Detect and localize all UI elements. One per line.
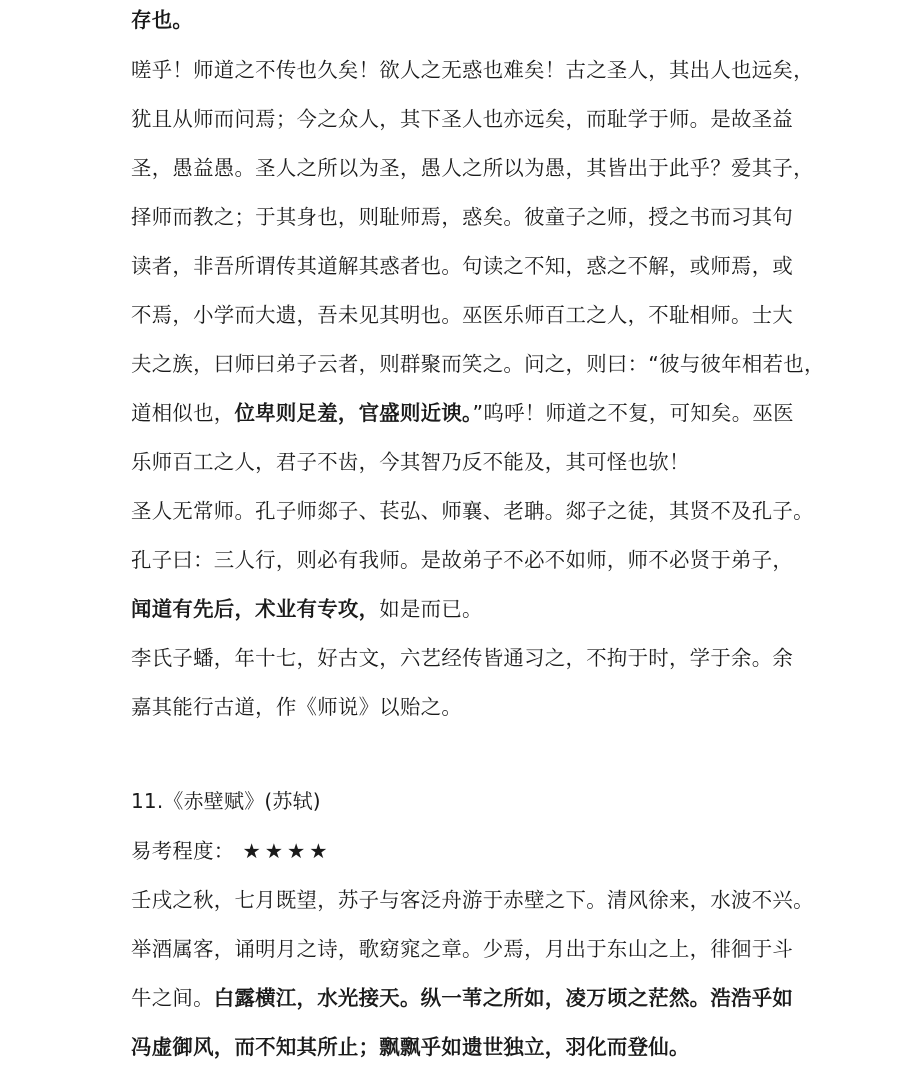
text-span: 牛之间。	[131, 986, 214, 1010]
text-line	[131, 595, 483, 623]
text-span: 道相似也，	[131, 401, 235, 425]
text-line: 夫之族，曰师曰弟子云者，则群聚而笑之。问之，则曰：“彼与彼年相若也，	[131, 352, 825, 376]
text-line	[131, 399, 794, 427]
text-line: 李氏子蟠，年十七，好古文，六艺经传皆通习之，不拘于时，学于余。余	[131, 646, 794, 670]
text-line: 嘉其能行古道，作《师说》以贻之。	[131, 695, 463, 719]
difficulty-row	[131, 837, 332, 865]
star-rating-icon: ★★★★	[242, 839, 332, 863]
text-line: 圣，愚益愚。圣人之所以为圣，愚人之所以为愚，其皆出于此乎？爱其子，	[131, 156, 814, 180]
text-line: 犹且从师而问焉；今之众人，其下圣人也亦远矣，而耻学于师。是故圣益	[131, 107, 794, 131]
text-line: 乐师百工之人，君子不齿，今其智乃反不能及，其可怪也欤！	[131, 450, 690, 474]
section-title: 11.《赤壁赋》(苏轼)	[131, 789, 321, 813]
text-line: 冯虚御风，而不知其所止；飘飘乎如遗世独立，羽化而登仙。	[131, 1035, 690, 1059]
text-line	[131, 984, 793, 1012]
bold-text: 位卑则足羞，官盛则近谀。	[234, 401, 473, 425]
text-line: 读者，非吾所谓传其道解其惑者也。句读之不知，惑之不解，或师焉，或	[131, 254, 794, 278]
text-line: 圣人无常师。孔子师郯子、苌弘、师襄、老聃。郯子之徒，其贤不及孔子。	[131, 499, 814, 523]
text-line: 存也。	[131, 8, 194, 32]
bold-text: 闻道有先后，术业有专攻，	[131, 597, 380, 621]
text-line: 举酒属客，诵明月之诗，歌窈窕之章。少焉，月出于东山之上，徘徊于斗	[131, 937, 794, 961]
text-span: ”呜呼！师道之不复，可知矣。巫医	[472, 401, 794, 425]
text-line: 孔子曰：三人行，则必有我师。是故弟子不必不如师，师不必贤于弟子，	[131, 548, 794, 572]
text-line: 嗟乎！师道之不传也久矣！欲人之无惑也难矣！古之圣人，其出人也远矣，	[131, 58, 814, 82]
text-line: 不焉，小学而大遗，吾未见其明也。巫医乐师百工之人，不耻相师。士大	[131, 303, 794, 327]
text-line: 壬戌之秋，七月既望，苏子与客泛舟游于赤壁之下。清风徐来，水波不兴。	[131, 888, 814, 912]
text-line: 择师而教之；于其身也，则耻师焉，惑矣。彼童子之师，授之书而习其句	[131, 205, 794, 229]
text-span: 如是而已。	[379, 597, 483, 621]
bold-text: 白露横江，水光接天。纵一苇之所如，凌万顷之茫然。浩浩乎如	[213, 986, 794, 1010]
difficulty-label: 易考程度：	[131, 839, 235, 863]
